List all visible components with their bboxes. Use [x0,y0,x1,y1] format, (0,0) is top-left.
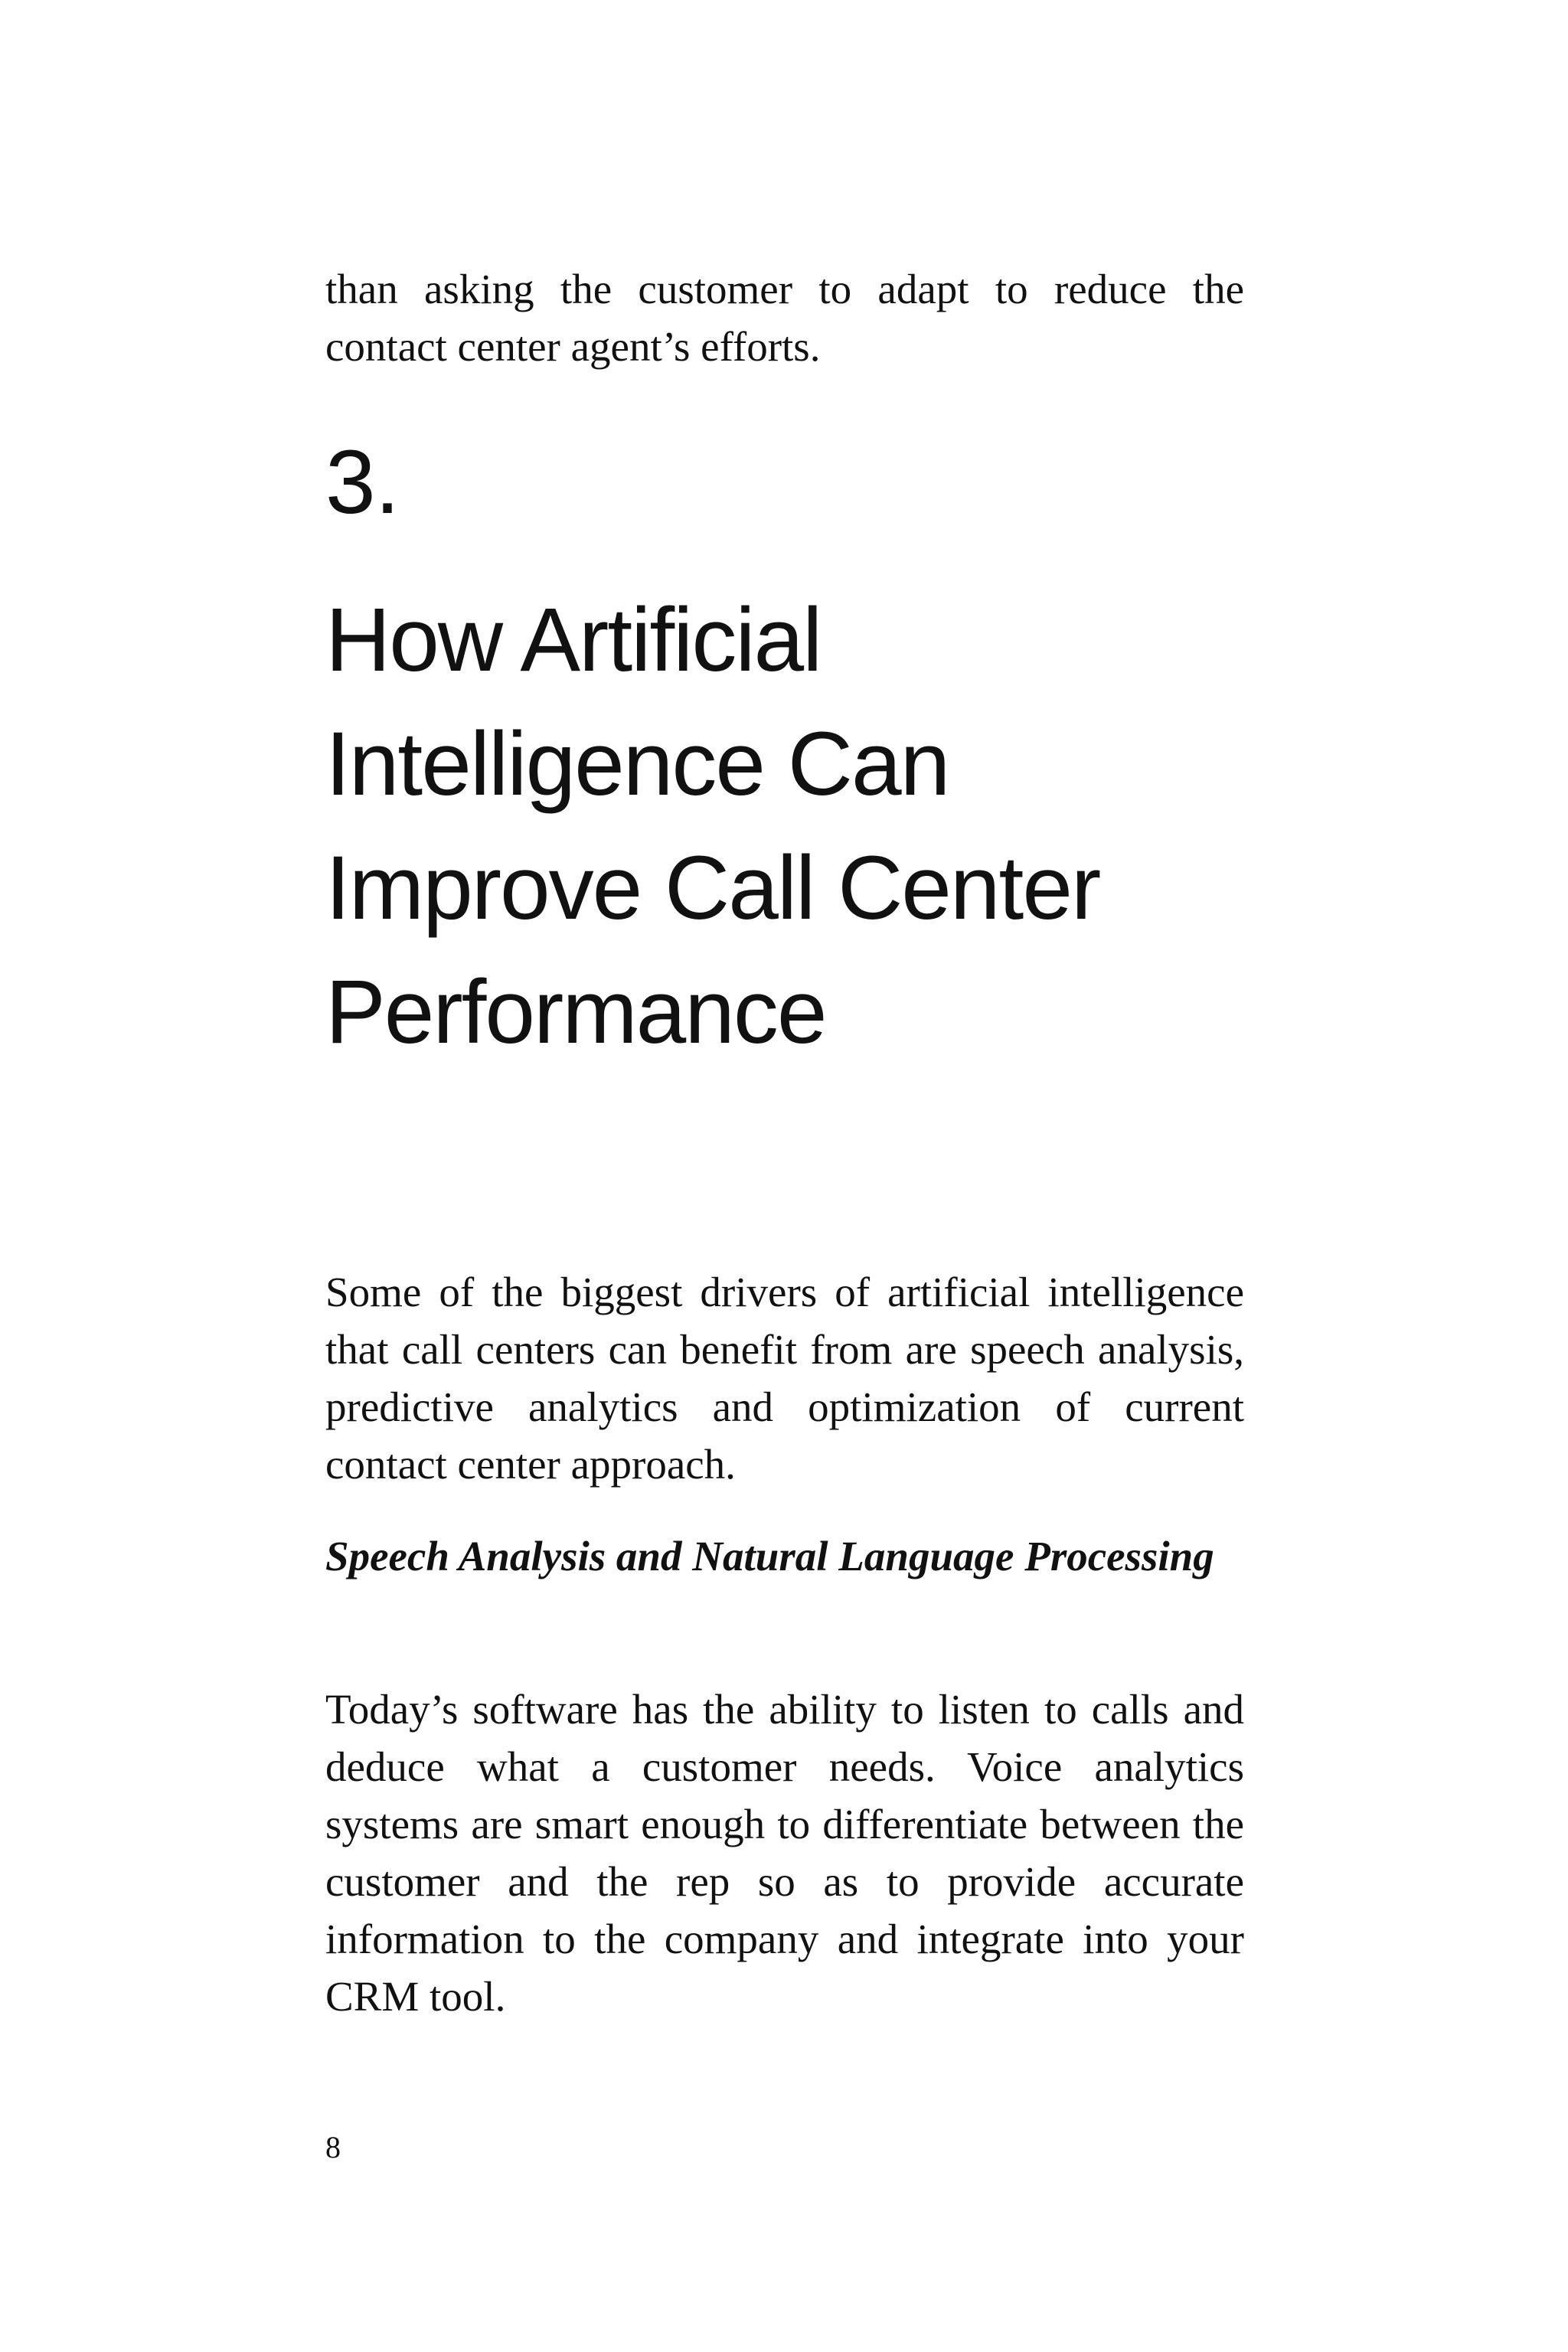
intro-paragraph: Some of the biggest drivers of artificial intelligence that call centers can benefit from are speech analysis, predictive analytics and optimization of current contact center approach. [325,1269,1244,1488]
chapter-title: How Artificial Intelligence Can Improve Call Center Performance [325,590,1100,1063]
continuation-paragraph: than asking the customer to adapt to reduce the contact center agent’s efforts. [325,266,1244,370]
page-number: 8 [325,2130,341,2164]
chapter-number: 3. [325,432,400,533]
section-heading: Speech Analysis and Natural Language Processing [325,1533,1214,1579]
section-paragraph: Today’s software has the ability to listen to calls and deduce what a customer needs. Voice analytics systems are smart enough to differentiate between the customer and the rep so as to provide accurate information to the company and integrate into your CRM tool. [325,1686,1244,2020]
